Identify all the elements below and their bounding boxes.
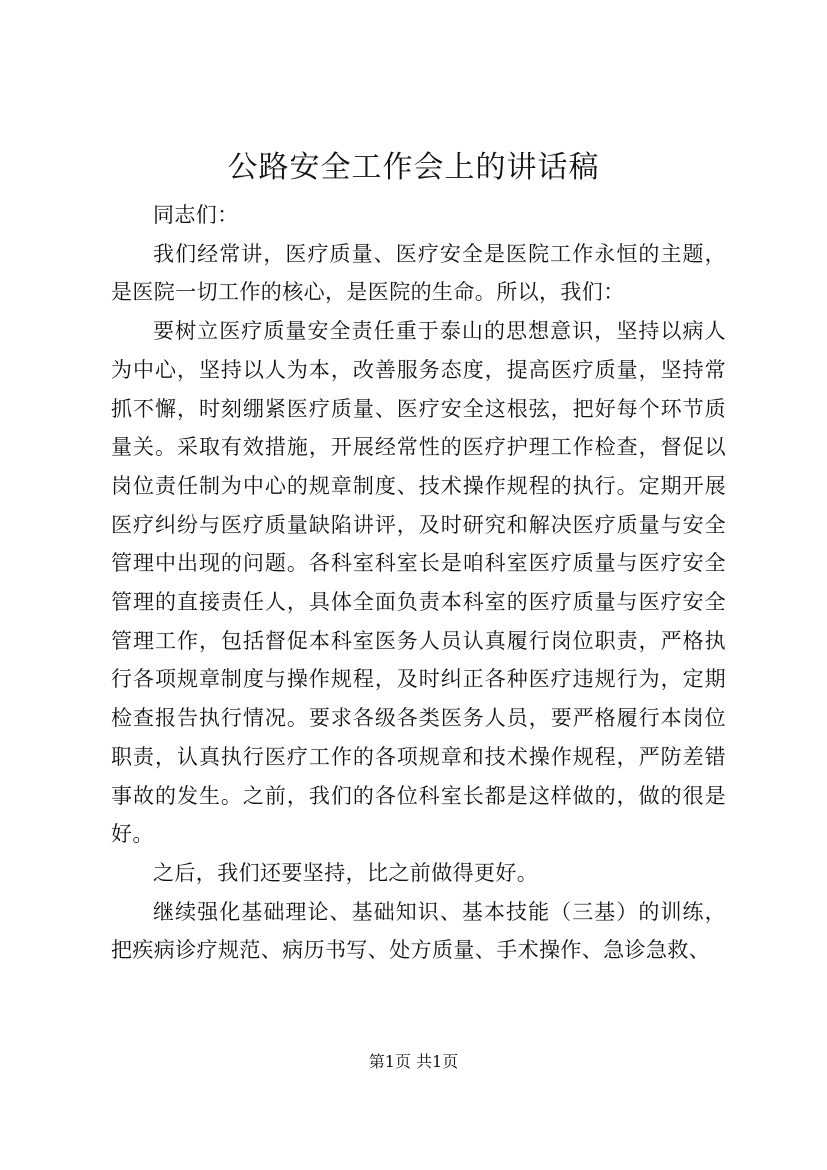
paragraph-responsibility: 要树立医疗质量安全责任重于泰山的思想意识，坚持以病人为中心，坚持以人为本，改善服务态度，提高医疗质量，坚持常抓不懈，时刻绷紧医疗质量、医疗安全这根弦，把好每个环节质量关。采取有效措施，开展经常性的医疗护理工作检查，督促以岗位责任制为中心的规章制度、技术操作规程的执行。定期开展医疗纠纷与医疗质量缺陷讲评，及时研究和解决医疗质量与安全管理中出现的问题。各科室科室长是咱科室医疗质量与医疗安全管理的直接责任人，具体全面负责本科室的医疗质量与医疗安全管理工作，包括督促本科室医务人员认真履行岗位职责，严格执行各项规章制度与操作规程，及时纠正各种医疗违规行为，定期检查报告执行情况。要求各级各类医务人员，要严格履行本岗位职责，认真执行医疗工作的各项规章和技术操作规程，严防差错事故的发生。之前，我们的各位科室长都是这样做的，做的很是好。: [111, 319, 726, 847]
paragraph-salutation: 同志们：: [153, 203, 239, 227]
paragraph-intro: 我们经常讲，医疗质量、医疗安全是医院工作永恒的主题，是医院一切工作的核心，是医院的生命。所以，我们：: [111, 241, 726, 305]
page-footer: 第1页 共1页: [368, 1052, 459, 1071]
document-body: [111, 196, 726, 970]
paragraph-continue: 之后，我们还要坚持，比之前做得更好。: [153, 860, 539, 885]
paragraph-training: 继续强化基础理论、基础知识、基本技能（三基）的训练，把疾病诊疗规范、病历书写、处方质量、手术操作、急诊急救、: [111, 899, 726, 963]
document-title: 公路安全工作会上的讲话稿: [227, 150, 600, 185]
